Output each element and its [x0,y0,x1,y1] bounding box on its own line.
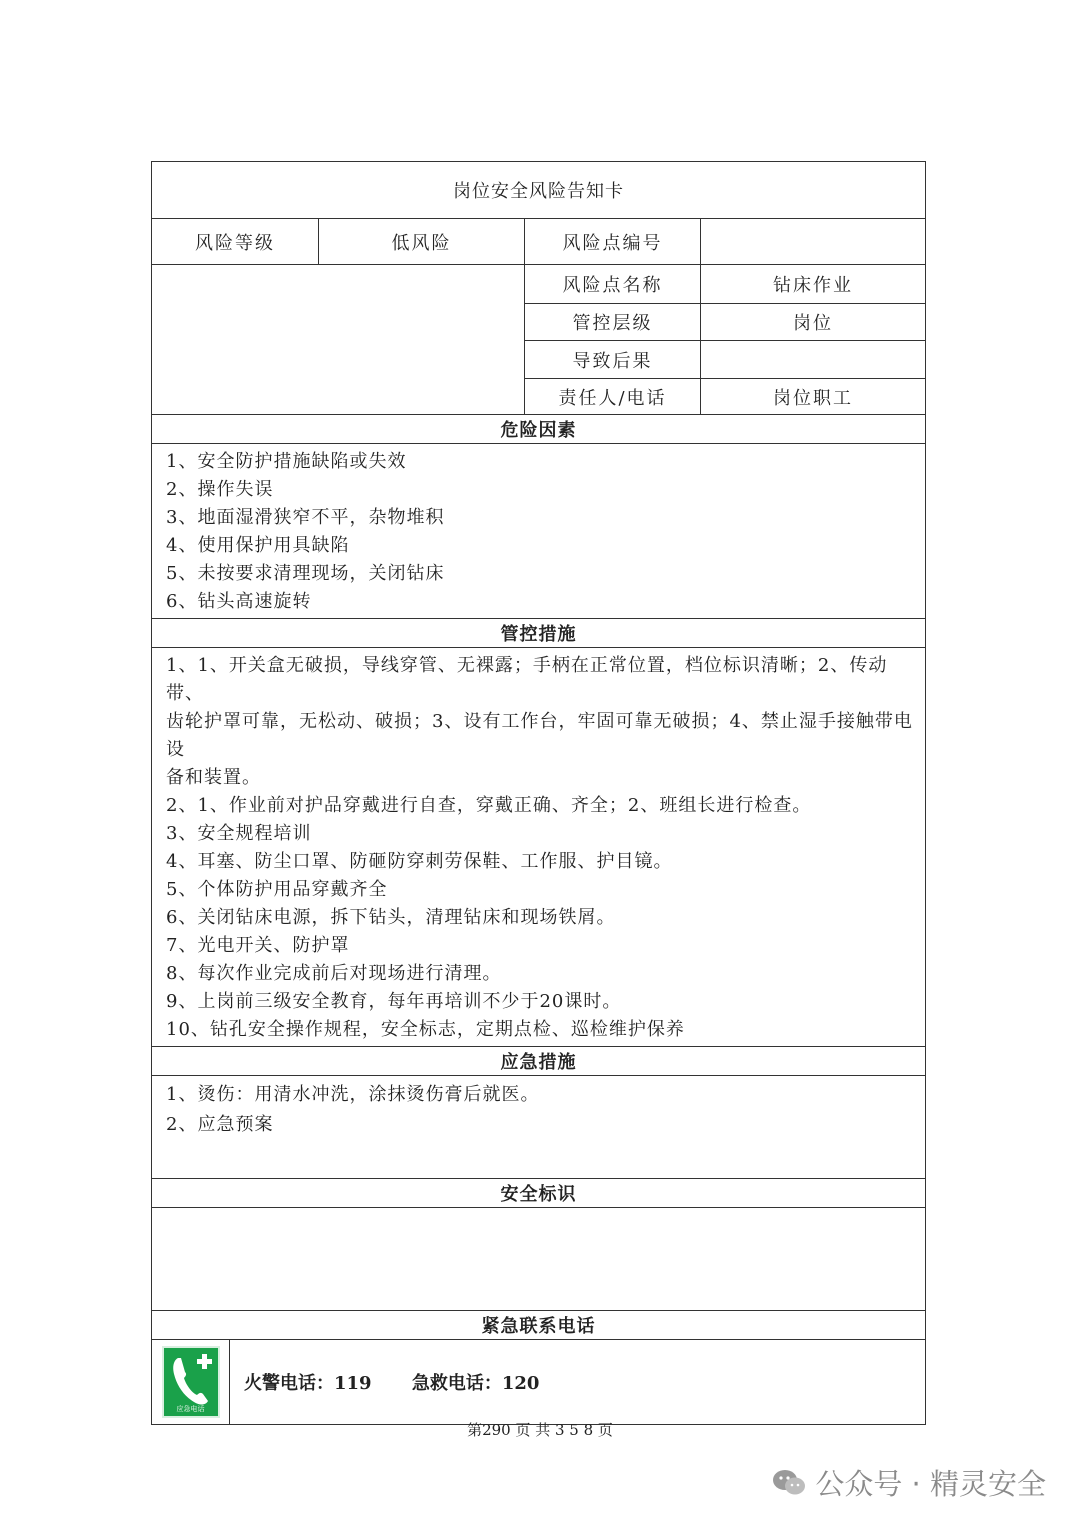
list-item: 7、光电开关、防护罩 [166,935,350,956]
risk-no-value [701,219,926,265]
list-item: 2、操作失误 [166,479,274,500]
responsible-label: 责任人/电话 [525,379,701,415]
list-item: 9、上岗前三级安全教育，每年再培训不少于20课时。 [166,991,622,1012]
risk-name-value: 钻床作业 [701,265,926,304]
responsible-value: 岗位职工 [701,379,926,415]
risk-no-label: 风险点编号 [525,219,701,265]
safety-signs-area [152,1208,926,1311]
risk-name-label: 风险点名称 [525,265,701,304]
list-item: 6、关闭钻床电源，拆下钻头，清理钻床和现场铁屑。 [166,907,616,928]
hazards-heading: 危险因素 [152,415,926,444]
controls-heading: 管控措施 [152,619,926,648]
list-item: 1、烫伤：用清水冲洗，涂抹烫伤膏后就医。 [166,1084,540,1105]
controls-list [152,648,926,1047]
consequence-label: 导致后果 [525,341,701,379]
hazards-list [152,444,926,619]
emergency-phone-icon [162,1346,220,1418]
sign-caption: 应急电话 [176,1405,205,1413]
blank-area [152,265,525,415]
card-title: 岗位安全风险告知卡 [152,162,926,219]
fire-phone: 火警电话：119 [244,1373,372,1394]
control-level-label: 管控层级 [525,304,701,341]
list-item: 4、耳塞、防尘口罩、防砸防穿刺劳保鞋、工作服、护目镜。 [166,851,673,872]
list-item: 齿轮护罩可靠，无松动、破损；3、设有工作台，牢固可靠无破损；4、禁止湿手接触带电设 [166,711,913,760]
emergency-heading: 应急措施 [152,1047,926,1076]
list-item: 10、钻孔安全操作规程，安全标志，定期点检、巡检维护保养 [166,1019,685,1040]
control-level-value: 岗位 [701,304,926,341]
consequence-value [701,341,926,379]
page-number: 第290 页 共 3 5 8 页 [467,1421,613,1439]
emergency-list [152,1076,926,1179]
risk-notice-card [151,161,926,1425]
wechat-icon [771,1467,807,1499]
list-item: 8、每次作业完成前后对现场进行清理。 [166,963,502,984]
list-item: 3、安全规程培训 [166,823,312,844]
list-item: 5、个体防护用品穿戴齐全 [166,879,388,900]
risk-level-value: 低风险 [319,219,525,265]
watermark [771,1462,1046,1503]
safety-signs-heading: 安全标识 [152,1179,926,1208]
watermark-text: 公众号 · 精灵安全 [815,1467,1046,1501]
risk-level-label: 风险等级 [152,219,319,265]
contacts-heading: 紧急联系电话 [152,1311,926,1340]
list-item: 1、1、开关盒无破损，导线穿管、无裸露；手柄在正常位置，档位标识清晰；2、传动带、 [166,655,888,704]
list-item: 6、钻头高速旋转 [166,591,312,612]
list-item: 备和装置。 [166,767,261,788]
ambulance-phone: 急救电话：120 [411,1373,540,1394]
list-item: 4、使用保护用具缺陷 [166,535,350,556]
list-item: 5、未按要求清理现场，关闭钻床 [166,563,445,584]
list-item: 2、1、作业前对护品穿戴进行自查，穿戴正确、齐全；2、班组长进行检查。 [166,795,812,816]
list-item: 1、安全防护措施缺陷或失效 [166,451,407,472]
list-item: 2、应急预案 [166,1114,274,1135]
list-item: 3、地面湿滑狭窄不平，杂物堆积 [166,507,445,528]
